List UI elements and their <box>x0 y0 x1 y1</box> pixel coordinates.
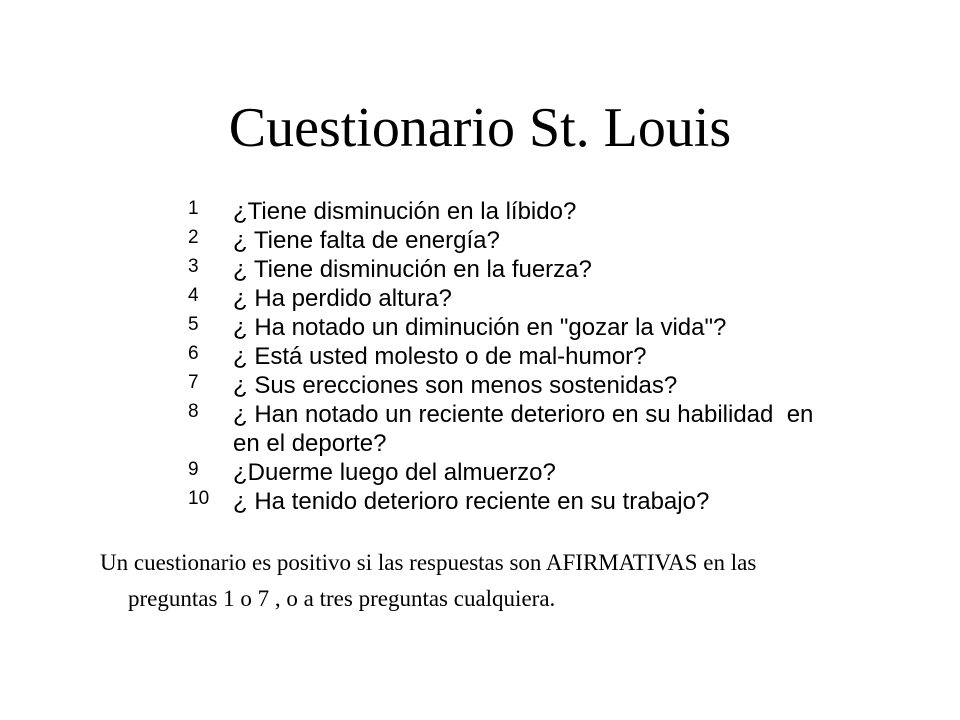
question-item <box>188 197 888 226</box>
question-text: ¿ Está usted molesto o de mal-humor? <box>233 343 647 370</box>
question-item <box>188 458 888 487</box>
question-number: 4 <box>188 285 199 306</box>
question-number: 7 <box>188 372 199 393</box>
footer-line-2: preguntas 1 o 7 , o a tres preguntas cualquiera. <box>128 586 556 611</box>
question-number: 3 <box>188 256 199 277</box>
question-item <box>188 400 888 429</box>
question-item <box>188 313 888 342</box>
question-text: ¿Tiene disminución en la líbido? <box>233 198 577 225</box>
question-item <box>188 342 888 371</box>
question-number: 2 <box>188 227 199 248</box>
question-item <box>188 255 888 284</box>
question-item <box>188 284 888 313</box>
question-number: 1 <box>188 198 199 219</box>
question-item <box>188 487 888 516</box>
question-number: 8 <box>188 401 199 422</box>
question-text: ¿ Ha tenido deterioro reciente en su trabajo? <box>233 488 710 515</box>
question-continuation <box>188 429 888 458</box>
question-number: 5 <box>188 314 199 335</box>
question-text-continued: en el deporte? <box>233 430 387 457</box>
footer-line-1: Un cuestionario es positivo si las respuestas son AFIRMATIVAS en las <box>100 550 757 575</box>
question-text: ¿ Sus erecciones son menos sostenidas? <box>233 372 678 399</box>
question-text: ¿Duerme luego del almuerzo? <box>233 459 556 486</box>
question-number: 9 <box>188 459 199 480</box>
question-text: ¿ Ha notado un diminución en "gozar la vida"? <box>233 314 727 341</box>
question-number: 6 <box>188 343 199 364</box>
question-number: 10 <box>188 488 210 509</box>
question-text: ¿ Tiene disminución en la fuerza? <box>233 256 592 283</box>
question-text: ¿ Tiene falta de energía? <box>233 227 500 254</box>
footer-note <box>100 545 900 617</box>
question-text: ¿ Han notado un reciente deterioro en su habilidad en <box>233 401 814 428</box>
page-title: Cuestionario St. Louis <box>228 97 732 159</box>
question-list <box>188 197 888 516</box>
question-item <box>188 371 888 400</box>
question-text: ¿ Ha perdido altura? <box>233 285 452 312</box>
question-item <box>188 226 888 255</box>
